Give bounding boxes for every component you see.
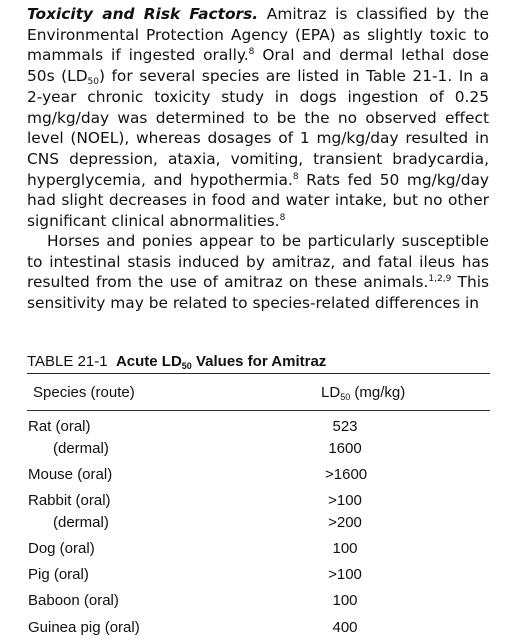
header-text: (mg/kg) bbox=[350, 383, 406, 401]
species-cell: Mouse (oral) bbox=[28, 466, 113, 484]
paragraph-text: Rats fed 50 mg/kg/day had slight decreases in food and water intake, but no other significant clinical abnormalities. bbox=[27, 170, 490, 231]
reference-superscript: 8 bbox=[248, 47, 255, 58]
table-row bbox=[27, 490, 490, 512]
value-cell: >100 bbox=[328, 566, 362, 584]
table-title-text: Acute LD bbox=[115, 353, 182, 370]
value-cell-wrap bbox=[321, 466, 490, 483]
section-lead-heading: Toxicity and Risk Factors. bbox=[27, 5, 259, 23]
table-caption bbox=[27, 352, 490, 372]
species-cell: (dermal) bbox=[53, 513, 109, 531]
paragraph-text: Oral and dermal lethal dose 50s (LD bbox=[27, 46, 489, 86]
table-row bbox=[27, 512, 490, 534]
value-cell: 400 bbox=[332, 618, 358, 636]
table-row bbox=[27, 538, 490, 560]
subscript: 50 bbox=[87, 77, 99, 88]
value-cell-wrap bbox=[321, 418, 490, 435]
table-row bbox=[27, 590, 490, 612]
value-cell: >1600 bbox=[325, 466, 368, 484]
table-number: TABLE 21-1 bbox=[27, 353, 108, 370]
table-row bbox=[27, 416, 490, 438]
table-row bbox=[27, 438, 490, 460]
column-header-species: Species (route) bbox=[33, 383, 135, 401]
value-cell: 523 bbox=[332, 418, 358, 436]
value-cell-wrap bbox=[321, 440, 490, 457]
value-cell-wrap bbox=[321, 592, 490, 609]
paragraph-text: This sensitivity may be related to species-related differences in bbox=[27, 273, 490, 313]
species-cell: (dermal) bbox=[53, 439, 109, 457]
reference-superscript: 8 bbox=[292, 171, 299, 182]
value-cell-wrap bbox=[321, 492, 490, 509]
value-cell-wrap bbox=[321, 566, 490, 583]
paragraph-text: Horses and ponies appear to be particularly susceptible to intestinal stasis induced by amitraz, and fatal ileus has resulted from the use of amitraz on these animals. bbox=[27, 232, 489, 292]
reference-superscript: 1,2,9 bbox=[428, 274, 452, 285]
table-title bbox=[116, 353, 326, 370]
table-header-row bbox=[27, 374, 490, 410]
value-cell-wrap bbox=[321, 540, 490, 557]
ld50-table bbox=[27, 352, 490, 638]
paragraph-toxicity bbox=[27, 4, 489, 232]
paragraph-horses bbox=[27, 231, 489, 314]
column-header-ld50 bbox=[321, 384, 490, 401]
table-row bbox=[27, 564, 490, 586]
species-cell: Rat (oral) bbox=[28, 418, 91, 436]
header-text: LD bbox=[321, 383, 341, 401]
value-cell: 100 bbox=[332, 540, 358, 558]
value-cell: >100 bbox=[328, 492, 362, 510]
value-cell: >200 bbox=[328, 513, 362, 531]
species-cell: Rabbit (oral) bbox=[28, 492, 111, 510]
paragraph-text: Amitraz is classified by the Environmental Protection Agency (EPA) as slightly toxic to mammals if ingested orally. bbox=[27, 5, 489, 65]
subscript: 50 bbox=[181, 361, 192, 371]
species-cell: Baboon (oral) bbox=[28, 592, 119, 610]
value-cell-wrap bbox=[321, 619, 490, 636]
value-cell: 1600 bbox=[328, 439, 362, 457]
species-cell: Dog (oral) bbox=[28, 540, 95, 558]
table-row bbox=[27, 616, 490, 638]
paragraph-text: ) for several species are listed in Table 21-1. In a 2-year chronic toxicity study in dogs ingestion of 0.25 mg/kg/day was determined to be the no observed effect level (NOEL), whereas dosages of 1 mg/kg/day resulted in CNS depression, ataxia, vomiting, transient bradycardia, hyperglycemia, and hypothermia. bbox=[27, 67, 489, 189]
table-body bbox=[27, 411, 490, 638]
value-cell: 100 bbox=[332, 592, 358, 610]
subscript: 50 bbox=[340, 391, 351, 402]
reference-superscript: 8 bbox=[279, 213, 286, 224]
value-cell-wrap bbox=[321, 514, 490, 531]
species-cell: Guinea pig (oral) bbox=[28, 618, 140, 636]
table-row bbox=[27, 464, 490, 486]
table-title-text: Values for Amitraz bbox=[191, 353, 327, 370]
species-cell: Pig (oral) bbox=[28, 566, 89, 584]
